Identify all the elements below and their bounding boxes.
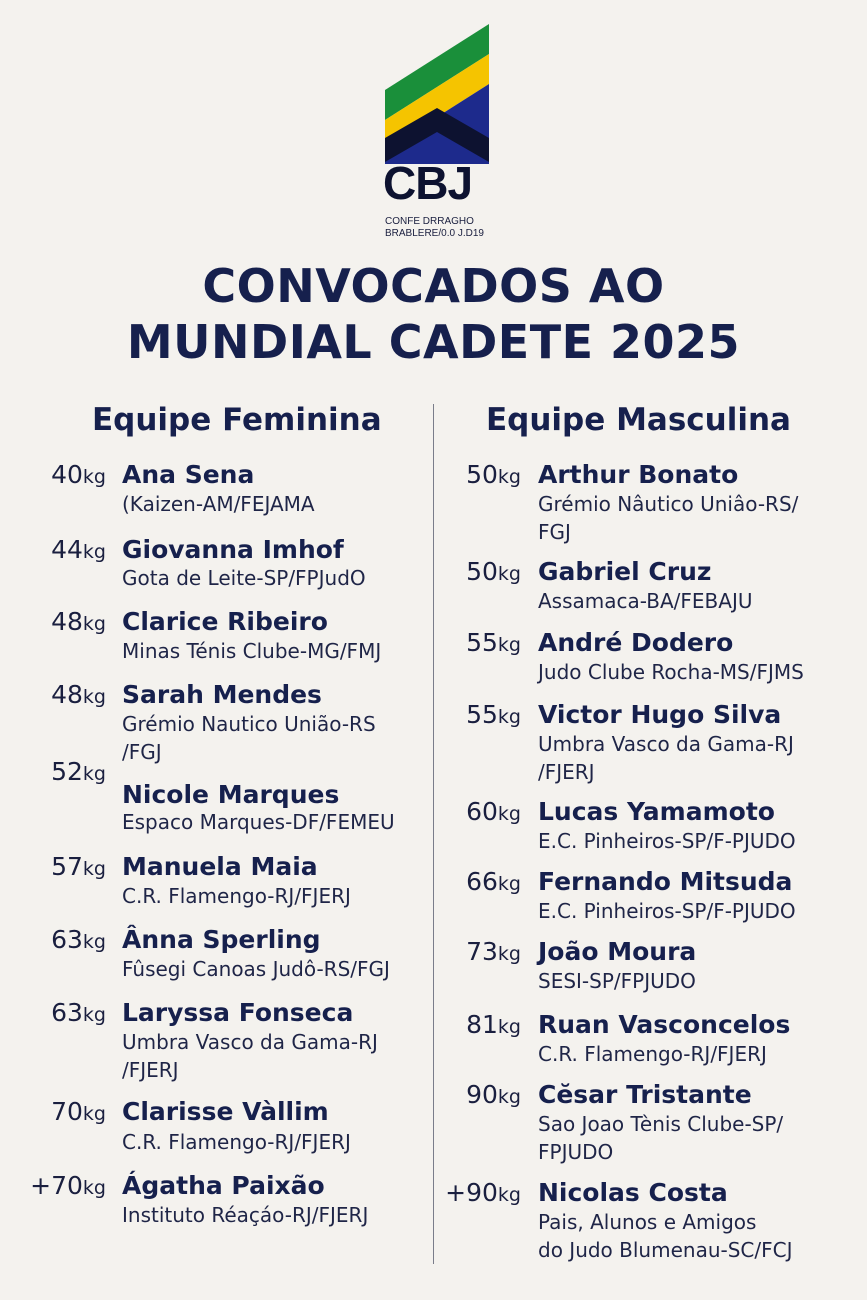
athlete-club: (Kaizen-AM/FEJAMA bbox=[122, 492, 315, 516]
athlete-club: Espaco Marques-DF/FEMEU bbox=[122, 810, 395, 834]
weight-unit: kg bbox=[82, 931, 106, 953]
weight-value: 50 bbox=[466, 460, 498, 489]
weight-value: 90 bbox=[466, 1080, 498, 1109]
weight-class bbox=[0, 460, 521, 489]
weight-unit: kg bbox=[82, 541, 106, 563]
athlete-name: Lucas Yamamoto bbox=[538, 797, 775, 826]
athlete-name: Cĕsar Tristante bbox=[538, 1080, 752, 1109]
athlete-name: Manuela Maia bbox=[122, 852, 318, 881]
athlete-name: Clarice Ribeiro bbox=[122, 607, 328, 636]
weight-unit: kg bbox=[82, 763, 106, 785]
athlete-name: Ruan Vasconcelos bbox=[538, 1010, 791, 1039]
athlete-club: Umbra Vasco da Gama-RJ /FJERJ bbox=[122, 1030, 378, 1082]
athlete-name: Ânna Sperling bbox=[122, 925, 321, 954]
title-line2: MUNDIAL CADETE 2025 bbox=[126, 315, 741, 369]
weight-value: 55 bbox=[466, 628, 498, 657]
athlete-club: SESI-SP/FPJUDO bbox=[538, 969, 696, 993]
weight-value: +70 bbox=[30, 1171, 83, 1200]
weight-class bbox=[0, 557, 521, 586]
athlete-name: João Moura bbox=[538, 937, 697, 966]
weight-unit: kg bbox=[497, 1016, 521, 1038]
athlete-name: Laryssa Fonseca bbox=[122, 998, 354, 1027]
title-line1: CONVOCADOS AO bbox=[202, 259, 665, 313]
weight-value: 40 bbox=[51, 460, 83, 489]
weight-unit: kg bbox=[82, 613, 106, 635]
weight-value: 52 bbox=[51, 757, 83, 786]
weight-unit: kg bbox=[82, 686, 106, 708]
athlete-club: C.R. Flamengo-RJ/FJERJ bbox=[538, 1042, 767, 1066]
female-team-heading: Equipe Feminina bbox=[92, 402, 382, 438]
weight-unit: kg bbox=[82, 1103, 106, 1125]
weight-value: +90 bbox=[445, 1178, 498, 1207]
weight-value: 81 bbox=[466, 1010, 498, 1039]
weight-unit: kg bbox=[497, 1086, 521, 1108]
athlete-name: Nicolas Costa bbox=[538, 1178, 728, 1207]
weight-unit: kg bbox=[497, 706, 521, 728]
weight-value: 57 bbox=[51, 852, 83, 881]
athlete-club: Grémio Nautico União-RS /FGJ bbox=[122, 712, 376, 764]
athlete-club: Instituto Réaçáo-RJ/FJERJ bbox=[122, 1203, 369, 1227]
athlete-name: Nicole Marques bbox=[122, 780, 340, 809]
athlete-name: Giovanna Imhof bbox=[122, 535, 344, 564]
weight-unit: kg bbox=[497, 634, 521, 656]
weight-value: 50 bbox=[466, 557, 498, 586]
weight-class bbox=[0, 937, 521, 966]
weight-class bbox=[0, 1178, 521, 1207]
athlete-name: Gabriel Cruz bbox=[538, 557, 712, 586]
weight-value: 66 bbox=[466, 867, 498, 896]
athlete-name: Ana Sena bbox=[122, 460, 255, 489]
athlete-name: Ágatha Paixão bbox=[122, 1171, 325, 1200]
athlete-club: Fûsegi Canoas Judô-RS/FGJ bbox=[122, 957, 390, 981]
athlete-club: Pais, Alunos e Amigos do Judo Blumenau-SC/FCJ bbox=[538, 1210, 793, 1262]
athlete-club: E.C. Pinheiros-SP/F-PJUDO bbox=[538, 829, 796, 853]
athlete-name: Clarisse Vàllim bbox=[122, 1097, 329, 1126]
column-divider bbox=[433, 404, 434, 1264]
weight-class bbox=[0, 797, 521, 826]
weight-value: 70 bbox=[51, 1097, 83, 1126]
athlete-club: E.C. Pinheiros-SP/F-PJUDO bbox=[538, 899, 796, 923]
weight-class bbox=[0, 700, 521, 729]
weight-unit: kg bbox=[82, 466, 106, 488]
weight-value: 73 bbox=[466, 937, 498, 966]
logo-subtitle-line1: CONFE DRRAGHO bbox=[385, 216, 474, 227]
weight-unit: kg bbox=[82, 1177, 106, 1199]
weight-value: 63 bbox=[51, 925, 83, 954]
weight-unit: kg bbox=[497, 563, 521, 585]
athlete-club: Umbra Vasco da Gama-RJ /FJERJ bbox=[538, 732, 794, 784]
weight-value: 48 bbox=[51, 680, 83, 709]
athlete-name: Arthur Bonato bbox=[538, 460, 739, 489]
weight-unit: kg bbox=[497, 873, 521, 895]
athlete-club: Judo Clube Rocha-MS/FJMS bbox=[538, 660, 804, 684]
weight-class bbox=[0, 1010, 521, 1039]
athlete-club: Assamaca-BA/FEBAJU bbox=[538, 589, 753, 613]
athlete-name: Victor Hugo Silva bbox=[538, 700, 782, 729]
athlete-club: Minas Ténis Clube-MG/FMJ bbox=[122, 639, 382, 663]
athlete-club: Grémio Nâutico Uniâo-RS/ FGJ bbox=[538, 492, 799, 544]
athlete-club: Gota de Leite-SP/FPJudO bbox=[122, 566, 366, 590]
weight-unit: kg bbox=[82, 858, 106, 880]
athlete-club: C.R. Flamengo-RJ/FJERJ bbox=[122, 1130, 351, 1154]
weight-unit: kg bbox=[497, 803, 521, 825]
weight-value: 60 bbox=[466, 797, 498, 826]
weight-value: 63 bbox=[51, 998, 83, 1027]
logo-subtitle-line2: BRABLERE/0.0 J.D19 bbox=[385, 228, 484, 239]
weight-unit: kg bbox=[497, 466, 521, 488]
cbj-logo-mark bbox=[385, 24, 489, 164]
page-title bbox=[0, 258, 867, 370]
athlete-name: Fernando Mitsuda bbox=[538, 867, 793, 896]
logo-wordmark: CBJ bbox=[383, 157, 473, 209]
weight-class bbox=[0, 628, 521, 657]
weight-unit: kg bbox=[82, 1004, 106, 1026]
weight-unit: kg bbox=[497, 1184, 521, 1206]
logo-subtitle bbox=[385, 216, 505, 240]
athlete-name: André Dodero bbox=[538, 628, 734, 657]
weight-unit: kg bbox=[497, 943, 521, 965]
athlete-name: Sarah Mendes bbox=[122, 680, 322, 709]
weight-value: 44 bbox=[51, 535, 83, 564]
weight-value: 55 bbox=[466, 700, 498, 729]
weight-class bbox=[0, 757, 106, 786]
weight-value: 48 bbox=[51, 607, 83, 636]
athlete-club: Sao Joao Tènis Clube-SP/ FPJUDO bbox=[538, 1112, 784, 1164]
athlete-club: C.R. Flamengo-RJ/FJERJ bbox=[122, 884, 351, 908]
weight-class bbox=[0, 1080, 521, 1109]
male-team-heading: Equipe Masculina bbox=[486, 402, 791, 438]
weight-class bbox=[0, 867, 521, 896]
